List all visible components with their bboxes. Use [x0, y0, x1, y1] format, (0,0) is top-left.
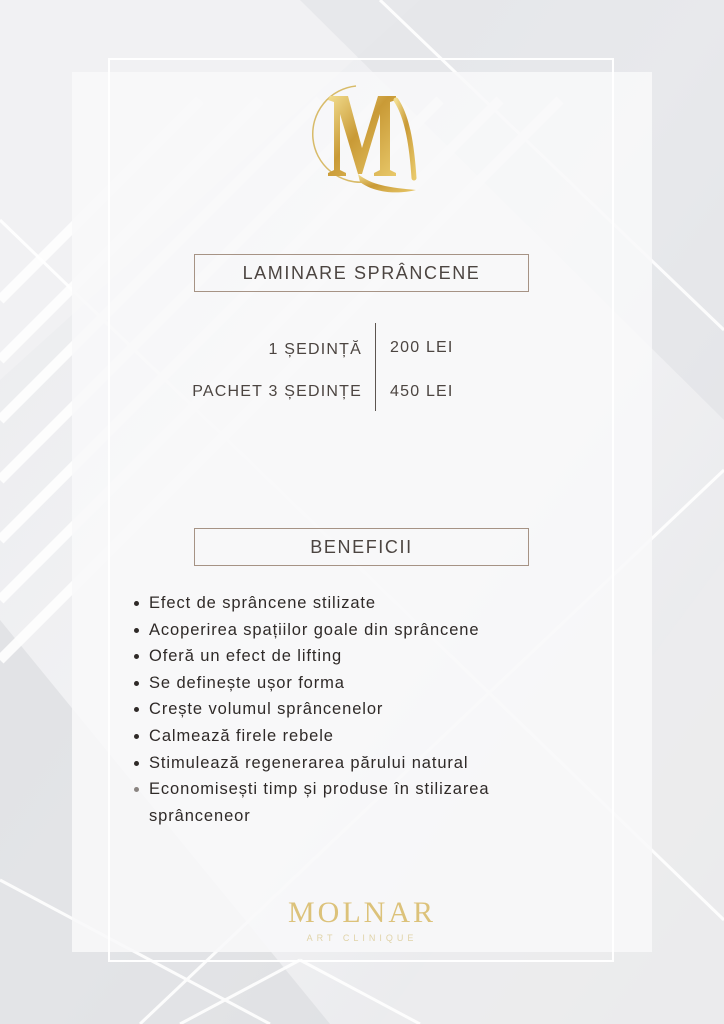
- benefits-title: BENEFICII: [194, 528, 529, 566]
- price-divider: [375, 323, 376, 411]
- service-title: LAMINARE SPRÂNCENE: [194, 254, 529, 292]
- list-item: Efect de sprâncene stilizate: [132, 590, 572, 617]
- list-item: Calmează firele rebele: [132, 723, 572, 750]
- monogram-logo-icon: [300, 78, 424, 200]
- benefits-list: [132, 590, 572, 829]
- list-item: Stimulează regenerarea părului natural: [132, 750, 572, 777]
- price-label: 1 ȘEDINȚĂ: [268, 341, 362, 358]
- list-item: Economisești timp și produse în stilizarea sprânceneor: [132, 776, 572, 829]
- list-item: Se definește ușor forma: [132, 670, 572, 697]
- list-item: Acoperirea spațiilor goale din sprâncene: [132, 617, 572, 644]
- price-label: PACHET 3 ȘEDINȚE: [192, 383, 362, 400]
- brand-name: MOLNAR: [287, 896, 436, 929]
- price-value: 200 LEI: [390, 339, 454, 356]
- list-item: Crește volumul sprâncenelor: [132, 696, 572, 723]
- brand-subtitle: ART CLINIQUE: [306, 933, 418, 943]
- list-item: Oferă un efect de lifting: [132, 643, 572, 670]
- price-value: 450 LEI: [390, 383, 454, 400]
